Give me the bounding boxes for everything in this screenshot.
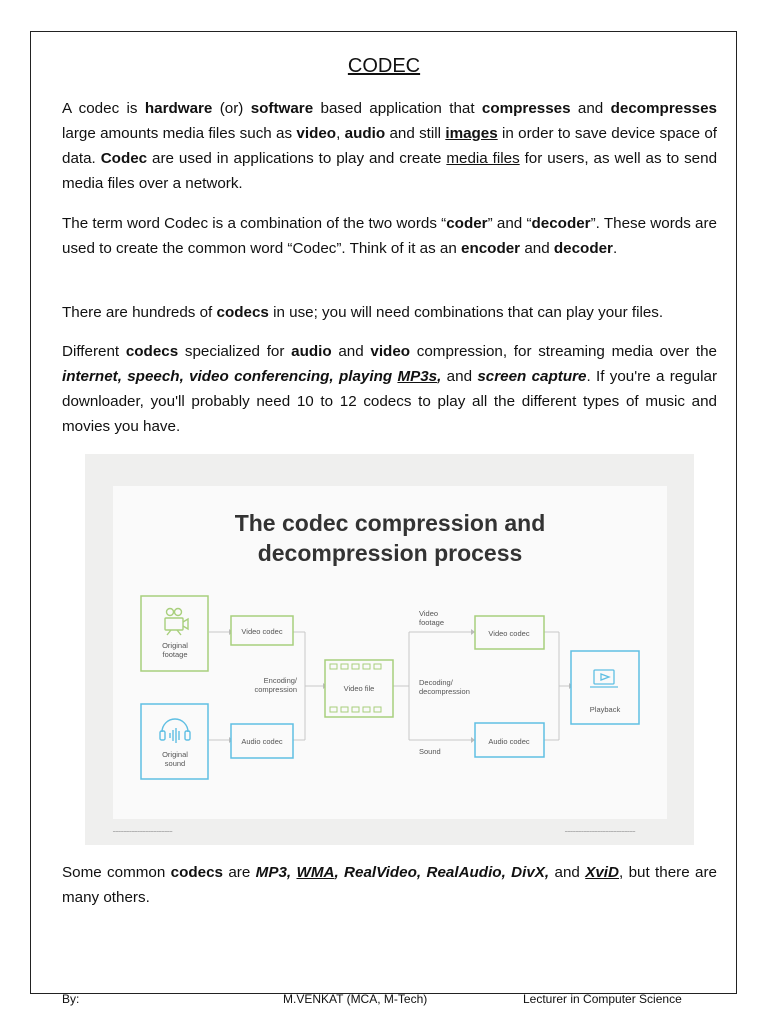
text-run: There are hundreds of [62, 304, 217, 321]
text-run: and [331, 343, 371, 360]
decoding-label-1: Decoding/ [419, 678, 453, 687]
paragraph-hundreds [62, 300, 717, 325]
text-run: codecs [170, 864, 223, 881]
text-run: images [445, 125, 498, 142]
text-run: (or) [212, 100, 251, 117]
text-run: compresses [481, 100, 571, 117]
text-run: are used in applications to play and create [147, 150, 447, 167]
text-run: , [336, 125, 345, 142]
text-run: decoder [553, 240, 613, 257]
text-run: are [222, 864, 256, 881]
text-run: screen capture [477, 368, 587, 385]
text-run: in use; you will need combinations that can play your files. [268, 304, 664, 321]
text-run: ”. These words are used to create the common word “Codec”. Think of it as an [62, 215, 717, 257]
page-title: CODEC [347, 55, 421, 77]
sound-label: Sound [419, 747, 441, 756]
text-run: compression, for streaming media over the [410, 343, 718, 360]
paragraph-specialized [62, 339, 717, 439]
text-run: MP3, [255, 864, 297, 881]
text-run: WMA [296, 864, 335, 881]
text-run: video [370, 343, 411, 360]
original-sound-label-1: Original [162, 750, 188, 759]
text-run: The term word Codec is a combination of the two words “ [62, 215, 447, 232]
playback-box [571, 651, 639, 724]
paragraph-common-codecs [62, 860, 717, 910]
figure-title-line1: The codec compression and [234, 510, 546, 536]
text-run: and [520, 240, 554, 257]
video-file-box [325, 660, 393, 717]
original-footage-label-2: footage [162, 650, 188, 659]
text-run: media files [446, 150, 520, 167]
text-run: codecs [125, 343, 179, 360]
text-run: software [250, 100, 314, 117]
text-run: in order to save device space of data. [62, 125, 717, 167]
audio-codec-left-box [231, 724, 293, 758]
audio-codec-right-label: Audio codec [488, 737, 530, 746]
video-codec-right-label: Video codec [488, 629, 530, 638]
text-run: audio [344, 125, 386, 142]
audio-codec-right-box [475, 723, 544, 757]
text-run: . If you're a regular downloader, you'll probably need 10 to 12 codecs to play all the different types of music and movies you have. [62, 368, 717, 435]
text-run: and [441, 368, 478, 385]
text-run: hardware [144, 100, 213, 117]
paragraph-definition [62, 96, 717, 196]
footer-role: Lecturer in Computer Science [523, 992, 682, 1006]
audio-codec-left-label: Audio codec [241, 737, 283, 746]
text-run: for users, as well as to send media files over a network. [62, 150, 718, 192]
text-run: and [549, 864, 586, 881]
paragraph-term-origin [62, 211, 717, 261]
text-run: video [296, 125, 337, 142]
text-run: encoder [461, 240, 521, 257]
video-codec-left-box [231, 616, 293, 645]
encoding-label-2: compression [254, 685, 297, 694]
text-run: Different [62, 343, 126, 360]
text-run: codecs [216, 304, 269, 321]
text-run: . [612, 240, 618, 257]
figure-title-line2: decompression process [257, 540, 523, 566]
text-run: specialized for [178, 343, 292, 360]
codec-process-diagram [113, 486, 667, 819]
text-run: Some common [62, 864, 171, 881]
text-run: MP3s [397, 368, 438, 385]
text-run: based application that [313, 100, 482, 117]
original-footage-label-1: Original [162, 641, 188, 650]
text-run: , RealVideo, RealAudio, DivX, [334, 864, 550, 881]
text-run: decompresses [610, 100, 717, 117]
text-run: XviD [585, 864, 619, 881]
text-run: ” and “ [487, 215, 532, 232]
text-run: audio [291, 343, 332, 360]
text-run: and still [385, 125, 446, 142]
text-run: decoder [531, 215, 591, 232]
decoding-label-2: decompression [419, 687, 470, 696]
encoding-label-1: Encoding/ [263, 676, 297, 685]
text-run: coder [446, 215, 488, 232]
text-run: Codec [100, 150, 148, 167]
footer-author: M.VENKAT (MCA, M-Tech) [283, 992, 428, 1006]
video-footage-label-2: footage [419, 618, 445, 627]
playback-label: Playback [589, 705, 621, 714]
video-file-label: Video file [343, 684, 375, 693]
video-footage-label-1: Video [419, 609, 439, 618]
figure-footnote-right: ━━━━━━━━━━━━━━━━━━━━━━━━━━ [565, 829, 636, 834]
text-run: and [570, 100, 611, 117]
text-run: large amounts media files such as [62, 125, 297, 142]
original-sound-box [141, 704, 208, 779]
text-run: A codec is [62, 100, 145, 117]
video-codec-left-label: Video codec [241, 627, 283, 636]
text-run: , but there are many others. [62, 864, 717, 906]
original-sound-label-2: sound [164, 759, 186, 768]
video-codec-right-box [475, 616, 544, 649]
original-footage-box [141, 596, 208, 671]
footer-by: By: [62, 992, 80, 1006]
text-run: , [437, 368, 442, 385]
figure-footnote-left: ━━━━━━━━━━━━━━━━━━━━━━ [113, 829, 173, 834]
text-run: internet, speech, video conferencing, playing [62, 368, 398, 385]
